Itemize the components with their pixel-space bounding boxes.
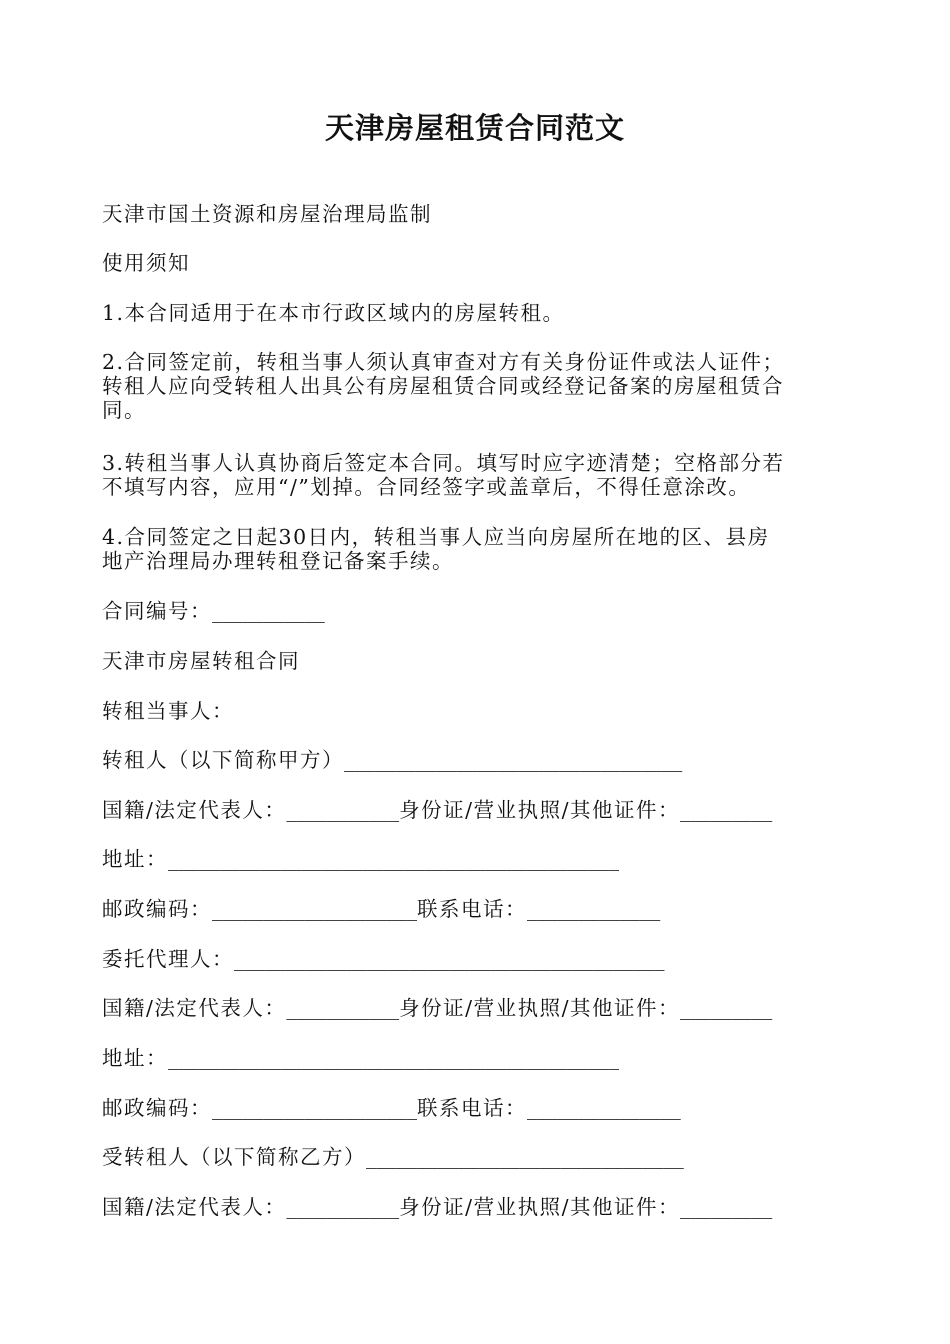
party-b-id-row <box>102 1195 852 1219</box>
postcode-label: 邮政编码： <box>102 1096 212 1120</box>
id-label: 身份证/营业执照/其他证件： <box>399 798 680 822</box>
party-b-field <box>102 1145 852 1169</box>
nationality-blank[interactable]: ___________ <box>286 996 400 1020</box>
notice-item-2 <box>102 350 852 422</box>
agent-field <box>102 947 852 971</box>
notice-item-4 <box>102 525 852 573</box>
address-label: 地址： <box>102 847 168 871</box>
agent-label: 委托代理人： <box>102 947 234 971</box>
id-blank[interactable]: _________ <box>679 1195 773 1219</box>
party-a-label: 转租人（以下简称甲方） <box>102 748 344 772</box>
party-a-blank[interactable]: _________________________________ <box>344 748 683 772</box>
notice-item-1 <box>102 301 852 325</box>
contract-number-field <box>102 599 852 623</box>
id-blank[interactable]: _________ <box>679 996 773 1020</box>
issuer-line: 天津市国土资源和房屋治理局监制 <box>102 202 432 226</box>
id-label: 身份证/营业执照/其他证件： <box>399 996 680 1020</box>
contract-number-blank[interactable]: ___________ <box>212 599 325 623</box>
party-b-blank[interactable]: _______________________________ <box>366 1145 684 1169</box>
address-blank[interactable]: ____________________________________________ <box>168 847 619 871</box>
nationality-label: 国籍/法定代表人： <box>102 996 287 1020</box>
notice-heading: 使用须知 <box>102 251 190 275</box>
contract-title: 天津市房屋转租合同 <box>102 649 300 673</box>
agent-contact-row <box>102 1096 852 1120</box>
notice-text-line: 不填写内容，应用“/”划掉。合同经签字或盖章后，不得任意涂改。 <box>102 475 751 499</box>
party-b-label: 受转租人（以下简称乙方） <box>102 1145 366 1169</box>
notice-text-line: 转租人应向受转租人出具公有房屋租赁合同或经登记备案的房屋租赁合 <box>102 374 784 398</box>
agent-blank[interactable]: __________________________________________ <box>234 947 665 971</box>
postcode-label: 邮政编码： <box>102 897 212 921</box>
nationality-label: 国籍/法定代表人： <box>102 798 287 822</box>
parties-heading: 转租当事人： <box>102 699 234 723</box>
party-a-contact-row <box>102 897 852 921</box>
nationality-label: 国籍/法定代表人： <box>102 1195 287 1219</box>
notice-text-line: 同。 <box>102 398 146 422</box>
notice-text-line: 1.本合同适用于在本市行政区域内的房屋转租。 <box>102 301 565 325</box>
notice-text-line: 2.合同签定前，转租当事人须认真审查对方有关身份证件或法人证件； <box>102 350 785 374</box>
id-label: 身份证/营业执照/其他证件： <box>399 1195 680 1219</box>
phone-blank[interactable]: _______________ <box>527 1096 681 1120</box>
address-label: 地址： <box>102 1046 168 1070</box>
party-a-address-row <box>102 847 852 871</box>
phone-blank[interactable]: _____________ <box>527 897 661 921</box>
contract-number-label: 合同编号： <box>102 599 212 623</box>
postcode-blank[interactable]: ____________________ <box>212 897 417 921</box>
nationality-blank[interactable]: ___________ <box>286 1195 400 1219</box>
postcode-blank[interactable]: ____________________ <box>212 1096 417 1120</box>
notice-text-line: 地产治理局办理转租登记备案手续。 <box>102 549 454 573</box>
notice-text-line: 4.合同签定之日起30日内，转租当事人应当向房屋所在地的区、县房 <box>102 525 770 549</box>
phone-label: 联系电话： <box>417 1096 527 1120</box>
agent-address-row <box>102 1046 852 1070</box>
party-a-field <box>102 748 852 772</box>
party-a-id-row <box>102 798 852 822</box>
notice-item-3 <box>102 451 852 499</box>
address-blank[interactable]: ____________________________________________ <box>168 1046 619 1070</box>
document-title: 天津房屋租赁合同范文 <box>324 111 625 145</box>
agent-id-row <box>102 996 852 1020</box>
id-blank[interactable]: _________ <box>679 798 773 822</box>
notice-text-line: 3.转租当事人认真协商后签定本合同。填写时应字迹清楚；空格部分若 <box>102 451 785 475</box>
nationality-blank[interactable]: ___________ <box>286 798 400 822</box>
phone-label: 联系电话： <box>417 897 527 921</box>
